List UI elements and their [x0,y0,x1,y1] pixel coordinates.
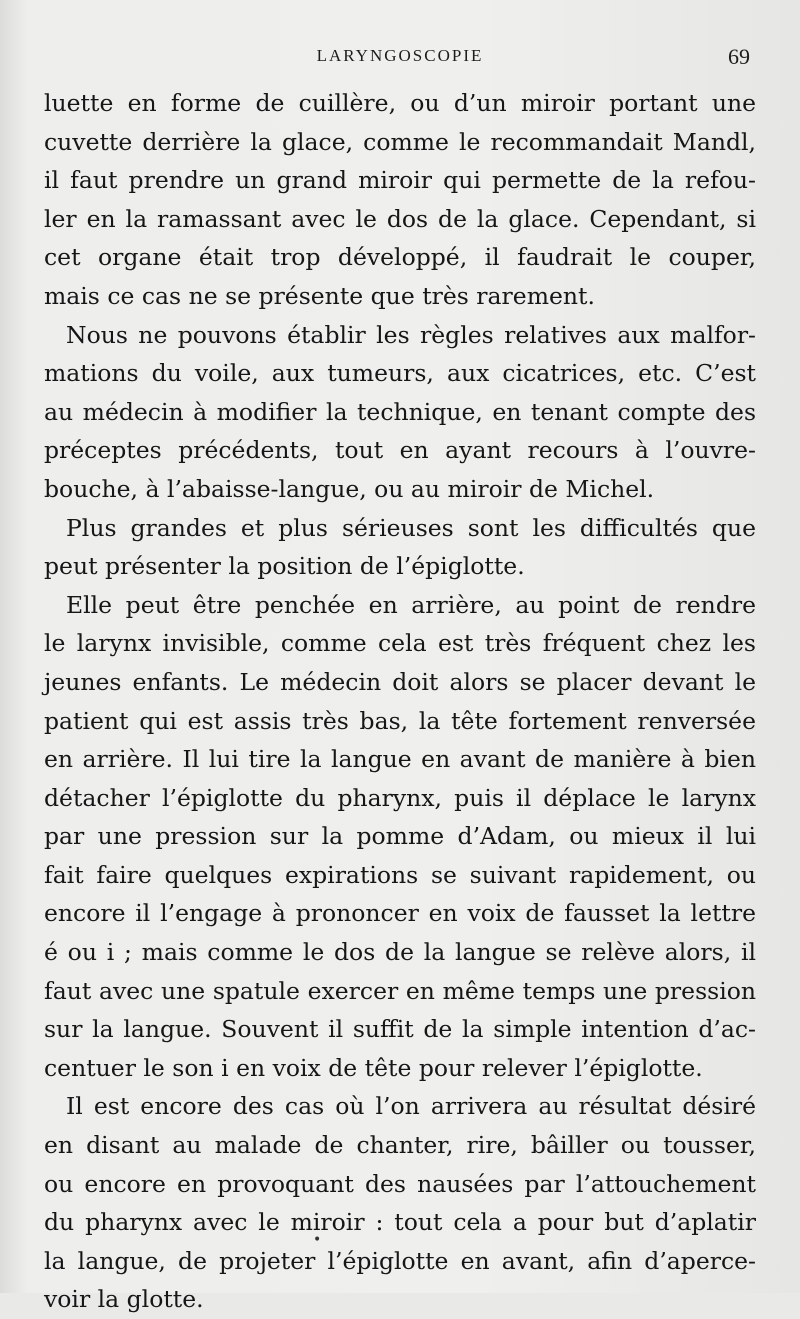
text-line: détacher l’épiglotte du pharynx, puis il déplace le larynx [44,783,756,812]
text-line: par une pression sur la pomme d’Adam, ou mieux il lui [44,822,756,851]
text-line: Nous ne pouvons établir les règles relatives aux malfor- [66,320,756,349]
running-title: LARYNGOSCOPIE [316,46,484,65]
text-line: au médecin à modifier la technique, en tenant compte des [44,397,756,426]
text-line: centuer le son i en voix de tête pour relever l’épiglotte. [44,1053,703,1082]
text-line: fait faire quelques expirations se suivant rapidement, ou [44,860,756,889]
text-line: peut présenter la position de l’épiglotte. [44,552,525,581]
text-line: il faut prendre un grand miroir qui permette de la refou- [44,166,756,195]
text-line: voir la glotte. [44,1285,204,1314]
text-line: cet organe était trop développé, il faudrait le couper, [44,243,756,272]
text-line: mais ce cas ne se présente que très rarement. [44,281,595,310]
text-line: cuvette derrière la glace, comme le recommandait Mandl, [44,127,756,156]
text-line: du pharynx avec le miroir : tout cela a pour but d’aplatir [44,1208,756,1237]
text-line: é ou i ; mais comme le dos de la langue se relève alors, il [44,938,756,967]
running-head [0,44,800,74]
text-line: encore il l’engage à prononcer en voix de fausset la lettre [44,899,756,928]
text-line: le larynx invisible, comme cela est très fréquent chez les [44,629,756,658]
text-line: Elle peut être penchée en arrière, au point de rendre [66,590,756,619]
text-line: jeunes enfants. Le médecin doit alors se placer devant le [44,667,756,696]
page-mark: • [313,1232,322,1248]
text-line: ou encore en provoquant des nausées par l’attouchement [44,1169,756,1198]
text-line: en disant au malade de chanter, rire, bâiller ou tousser, [44,1131,756,1160]
text-line: luette en forme de cuillère, ou d’un miroir portant une [44,89,756,117]
text-line: faut avec une spatule exercer en même temps une pression [44,976,756,1005]
text-line: sur la langue. Souvent il suffit de la simple intention d’ac- [44,1015,756,1044]
text-line: mations du voile, aux tumeurs, aux cicatrices, etc. C’est [44,359,756,388]
text-line: préceptes précédents, tout en ayant recours à l’ouvre- [44,436,756,465]
text-line: en arrière. Il lui tire la langue en avant de manière à bien [44,745,756,774]
text-line: bouche, à l’abaisse-langue, ou au miroir de Michel. [44,474,655,503]
text-line: patient qui est assis très bas, la tête fortement renversée [44,706,756,735]
text-line: Plus grandes et plus sérieuses sont les difficultés que [66,513,756,542]
text-line: ler en la ramassant avec le dos de la glace. Cependant, si [44,204,756,233]
text-body [44,84,756,1319]
page-number: 69 [728,44,750,69]
text-line: Il est encore des cas où l’on arrivera au résultat désiré [66,1092,756,1121]
text-line: la langue, de projeter l’épiglotte en avant, afin d’aperce- [44,1246,756,1275]
